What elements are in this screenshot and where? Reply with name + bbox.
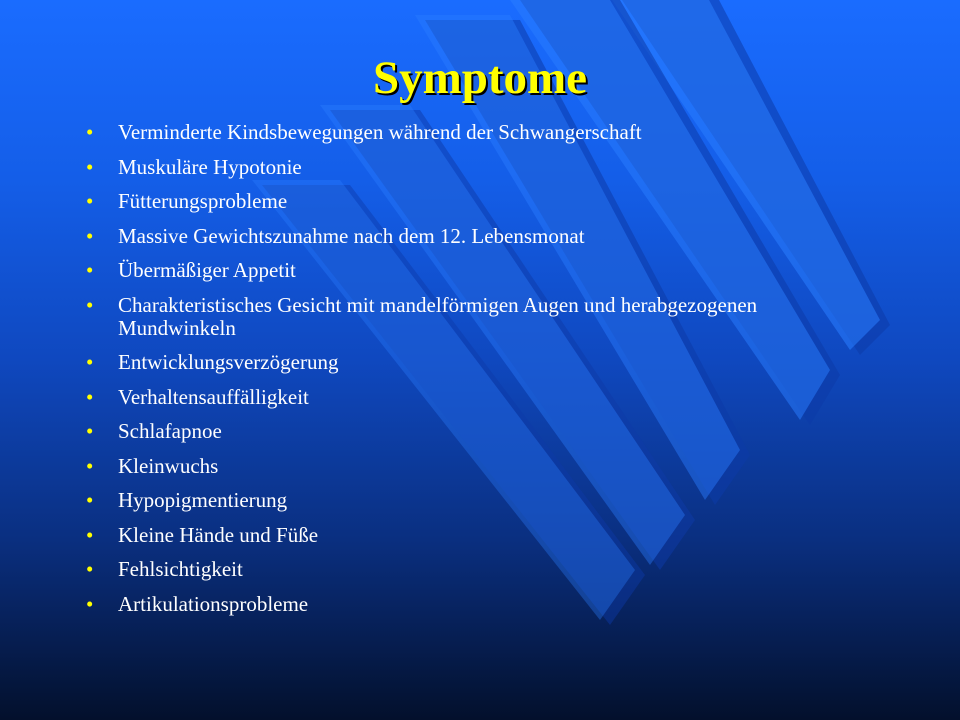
list-item xyxy=(86,420,806,443)
list-item-text: Fehlsichtigkeit xyxy=(118,557,243,581)
slide-title: Symptome xyxy=(372,52,588,104)
list-item xyxy=(86,294,806,340)
bullet-icon: • xyxy=(86,120,94,144)
bullet-icon: • xyxy=(86,154,94,179)
bullet-icon: • xyxy=(86,591,94,616)
list-item-text: Übermäßiger Appetit xyxy=(118,258,296,282)
bullet-icon: • xyxy=(86,258,94,282)
list-item-text: Kleinwuchs xyxy=(118,453,219,478)
list-item xyxy=(86,156,806,179)
bullet-icon: • xyxy=(86,350,94,374)
bullet-icon: • xyxy=(86,488,94,512)
list-item-text: Charakteristisches Gesicht mit mandelförmigen Augen und herabgezogenen Mundwinkeln xyxy=(118,292,758,340)
list-item xyxy=(86,259,806,282)
list-item xyxy=(86,593,806,616)
list-item xyxy=(86,121,806,144)
list-item-text: Hypopigmentierung xyxy=(118,488,288,512)
bullet-icon: • xyxy=(86,189,94,213)
bullet-icon: • xyxy=(86,419,94,443)
list-item xyxy=(86,558,806,581)
list-item xyxy=(86,455,806,478)
bullet-icon: • xyxy=(86,292,94,317)
list-item-text: Verhaltensauffälligkeit xyxy=(118,384,309,409)
bullet-icon: • xyxy=(86,223,94,248)
list-item xyxy=(86,190,806,213)
list-item-text: Kleine Hände und Füße xyxy=(118,522,319,547)
list-item xyxy=(86,524,806,547)
list-item-text: Fütterungsprobleme xyxy=(118,189,288,213)
list-item xyxy=(86,225,806,248)
bullet-icon: • xyxy=(86,384,94,409)
list-item xyxy=(86,489,806,512)
list-item-text: Muskuläre Hypotonie xyxy=(118,154,302,179)
symptom-list xyxy=(86,121,806,627)
list-item xyxy=(86,351,806,374)
list-item-text: Massive Gewichtszunahme nach dem 12. Lebensmonat xyxy=(118,223,585,248)
bullet-icon: • xyxy=(86,557,94,581)
bullet-icon: • xyxy=(86,522,94,547)
list-item-text: Entwicklungsverzögerung xyxy=(118,350,339,374)
list-item-text: Artikulationsprobleme xyxy=(118,591,309,616)
list-item xyxy=(86,386,806,409)
list-item-text: Schlafapnoe xyxy=(118,419,222,443)
list-item-text: Verminderte Kindsbewegungen während der Schwangerschaft xyxy=(118,120,642,144)
bullet-icon: • xyxy=(86,453,94,478)
